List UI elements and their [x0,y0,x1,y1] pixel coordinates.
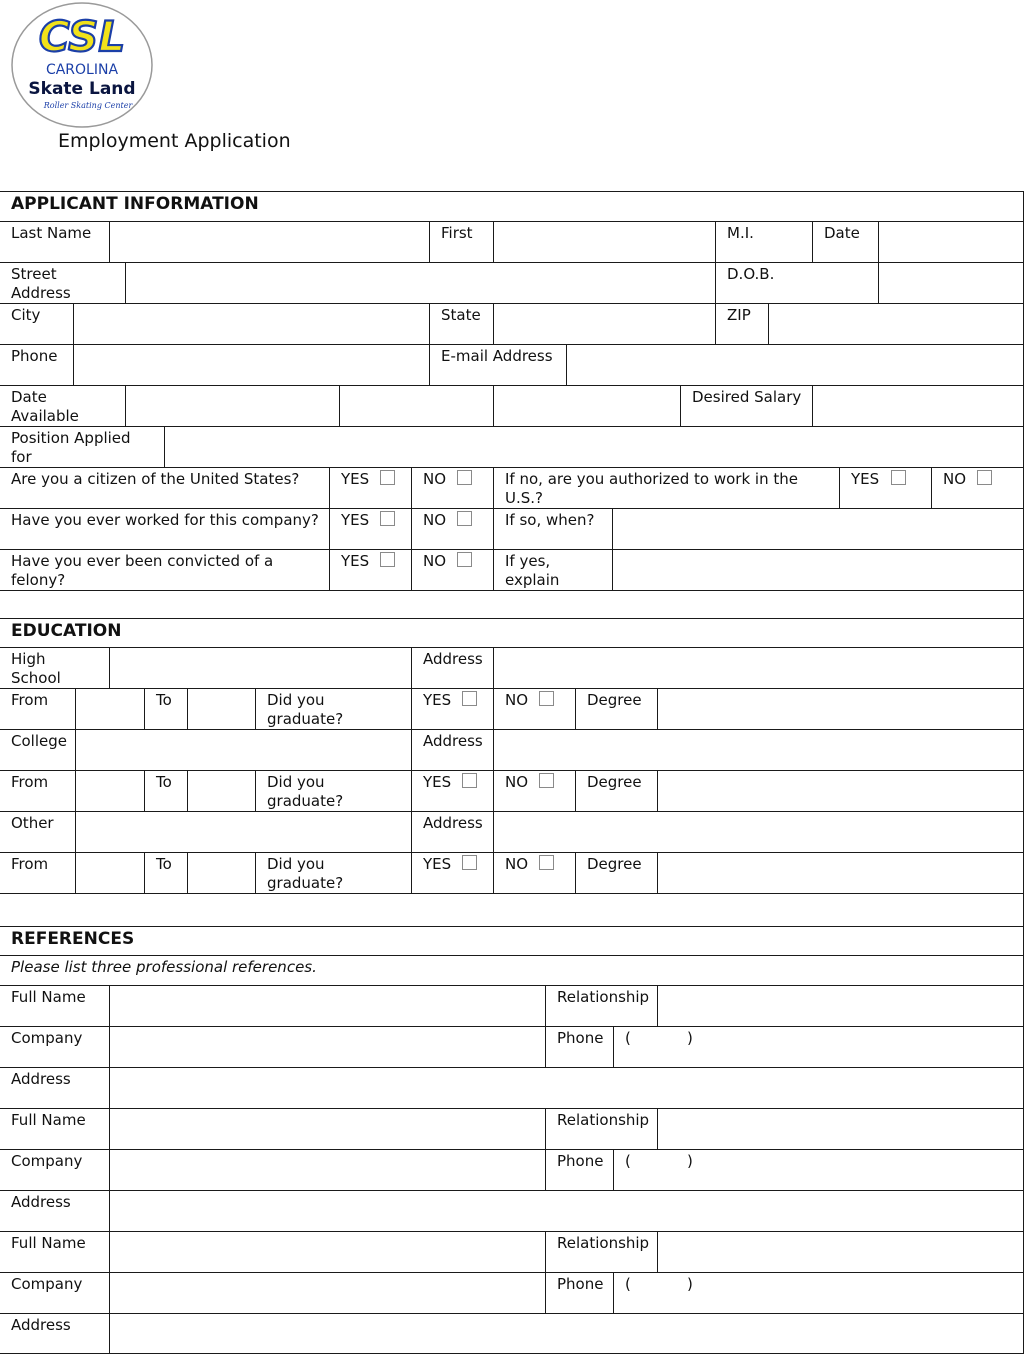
college-label: College [0,729,76,771]
state-field[interactable] [493,303,716,345]
other-address-field[interactable] [493,811,1024,853]
ref1-company-label: Company [0,1026,110,1068]
ref3-address-label: Address [0,1313,110,1354]
email-field[interactable] [566,344,1024,386]
citizen-no-checkbox[interactable] [457,470,472,485]
other-degree-label: Degree [575,852,658,894]
yes-label: YES [341,470,370,488]
other-graduate-yes[interactable] [411,852,494,894]
college-degree-label: Degree [575,770,658,812]
references-header: REFERENCES [0,926,1024,956]
ref2-address-field[interactable] [109,1190,1024,1232]
date-available-label: Date Available [0,385,126,427]
ref2-full-name-field[interactable] [109,1108,546,1150]
employment-application-form [0,192,1024,1354]
college-from-field[interactable] [75,770,145,812]
paren-close: ) [687,1029,693,1047]
other-to-label: To [144,852,188,894]
phone-label: Phone [0,344,74,386]
date-label: Date [812,221,879,263]
other-to-field[interactable] [187,852,256,894]
ref2-company-label: Company [0,1149,110,1191]
high-school-label: High School [0,647,110,689]
authorized-yes[interactable] [839,467,932,509]
paren-open: ( [625,1152,631,1170]
street-address-label: Street Address [0,262,126,304]
worked-when-label: If so, when? [493,508,613,550]
college-to-field[interactable] [187,770,256,812]
dob-field[interactable] [878,262,1024,304]
paren-open: ( [625,1029,631,1047]
worked-yes-checkbox[interactable] [380,511,395,526]
desired-salary-field[interactable] [812,385,1024,427]
worked-no-checkbox[interactable] [457,511,472,526]
ref1-relationship-label: Relationship [545,985,658,1027]
education-header: EDUCATION [0,618,1024,648]
date-available-field-1[interactable] [125,385,340,427]
other-school-field[interactable] [75,811,412,853]
no-label: NO [943,470,967,488]
city-field[interactable] [73,303,430,345]
spacer-row [0,590,1024,619]
date-available-field-2[interactable] [339,385,494,427]
hs-to-label: To [144,688,188,730]
no-label: NO [505,855,529,873]
hs-graduate-yes-checkbox[interactable] [462,691,477,706]
ref3-phone-label: Phone [545,1272,614,1314]
ref1-company-field[interactable] [109,1026,546,1068]
ref2-phone-field[interactable] [613,1149,1024,1191]
citizen-yes-checkbox[interactable] [380,470,395,485]
worked-before-question: Have you ever worked for this company? [0,508,330,550]
yes-label: YES [423,773,452,791]
no-label: NO [423,470,447,488]
other-address-label: Address [411,811,494,853]
other-from-label: From [0,852,76,894]
yes-label: YES [341,511,370,529]
dob-label: D.O.B. [715,262,879,304]
email-label: E-mail Address [429,344,567,386]
first-name-label: First [429,221,494,263]
ref1-relationship-field[interactable] [657,985,1024,1027]
hs-from-field[interactable] [75,688,145,730]
felony-yes-checkbox[interactable] [380,552,395,567]
other-from-field[interactable] [75,852,145,894]
felony-no[interactable] [411,549,494,591]
ref3-phone-field[interactable] [613,1272,1024,1314]
hs-from-label: From [0,688,76,730]
felony-explain-label: If yes, explain [493,549,613,591]
college-degree-field[interactable] [657,770,1024,812]
high-school-field[interactable] [109,647,412,689]
hs-graduate-yes[interactable] [411,688,494,730]
middle-initial-label: M.I. [715,221,813,263]
svg-text:Skate Land: Skate Land [28,79,136,99]
ref1-full-name-label: Full Name [0,985,110,1027]
other-graduate-no-checkbox[interactable] [539,855,554,870]
college-from-label: From [0,770,76,812]
other-school-label: Other [0,811,76,853]
applicant-info-header: APPLICANT INFORMATION [0,191,1024,222]
yes-label: YES [341,552,370,570]
college-field[interactable] [75,729,412,771]
zip-label: ZIP [715,303,769,345]
svg-text:CAROLINA: CAROLINA [45,62,119,78]
city-label: City [0,303,74,345]
worked-no[interactable] [411,508,494,550]
ref3-relationship-field[interactable] [657,1231,1024,1273]
citizen-no[interactable] [411,467,494,509]
citizen-question: Are you a citizen of the United States? [0,467,330,509]
ref1-address-label: Address [0,1067,110,1109]
document-title: Employment Application [58,130,291,152]
no-label: NO [505,773,529,791]
ref2-relationship-field[interactable] [657,1108,1024,1150]
hs-graduate-no[interactable] [493,688,576,730]
ref2-address-label: Address [0,1190,110,1232]
hs-degree-field[interactable] [657,688,1024,730]
ref3-relationship-label: Relationship [545,1231,658,1273]
citizen-yes[interactable] [329,467,412,509]
other-graduate-yes-checkbox[interactable] [462,855,477,870]
yes-label: YES [851,470,880,488]
ref1-full-name-field[interactable] [109,985,546,1027]
high-school-address-label: Address [411,647,494,689]
other-graduate-question: Did you graduate? [255,852,412,894]
felony-question: Have you ever been convicted of a felony? [0,549,330,591]
position-field[interactable] [164,426,1024,468]
zip-field[interactable] [768,303,1024,345]
other-graduate-no[interactable] [493,852,576,894]
authorized-yes-checkbox[interactable] [891,470,906,485]
worked-yes[interactable] [329,508,412,550]
ref3-company-label: Company [0,1272,110,1314]
paren-open: ( [625,1275,631,1293]
college-to-label: To [144,770,188,812]
authorized-no[interactable] [931,467,1024,509]
felony-yes[interactable] [329,549,412,591]
hs-graduate-no-checkbox[interactable] [539,691,554,706]
yes-label: YES [423,691,452,709]
other-degree-field[interactable] [657,852,1024,894]
paren-close: ) [687,1152,693,1170]
hs-degree-label: Degree [575,688,658,730]
phone-field[interactable] [73,344,430,386]
paren-close: ) [687,1275,693,1293]
college-graduate-question: Did you graduate? [255,770,412,812]
ref3-company-field[interactable] [109,1272,546,1314]
carolina-skate-land-logo [10,1,154,129]
high-school-address-field[interactable] [493,647,1024,689]
desired-salary-label: Desired Salary [680,385,813,427]
date-field[interactable] [878,221,1024,263]
spacer-row [0,893,1024,927]
ref3-full-name-field[interactable] [109,1231,546,1273]
authorized-question: If no, are you authorized to work in the U.S.? [493,467,840,509]
ref1-phone-field[interactable] [613,1026,1024,1068]
last-name-label: Last Name [0,221,110,263]
no-label: NO [423,511,447,529]
ref2-relationship-label: Relationship [545,1108,658,1150]
felony-explain-field[interactable] [612,549,1024,591]
first-name-field[interactable] [493,221,716,263]
worked-when-field[interactable] [612,508,1024,550]
college-graduate-yes[interactable] [411,770,494,812]
ref2-phone-label: Phone [545,1149,614,1191]
yes-label: YES [423,855,452,873]
college-graduate-yes-checkbox[interactable] [462,773,477,788]
felony-no-checkbox[interactable] [457,552,472,567]
no-label: NO [423,552,447,570]
position-label: Position Applied for [0,426,165,468]
college-graduate-no[interactable] [493,770,576,812]
state-label: State [429,303,494,345]
ref1-address-field[interactable] [109,1067,1024,1109]
hs-to-field[interactable] [187,688,256,730]
ref2-company-field[interactable] [109,1149,546,1191]
svg-text:Roller Skating Center: Roller Skating Center [43,101,133,110]
references-instructions: Please list three professional references. [0,955,1024,986]
college-graduate-no-checkbox[interactable] [539,773,554,788]
authorized-no-checkbox[interactable] [977,470,992,485]
street-address-field[interactable] [125,262,716,304]
hs-graduate-question: Did you graduate? [255,688,412,730]
ref1-phone-label: Phone [545,1026,614,1068]
svg-text:CSL: CSL [38,12,126,61]
no-label: NO [505,691,529,709]
date-available-field-3[interactable] [493,385,681,427]
college-address-label: Address [411,729,494,771]
college-address-field[interactable] [493,729,1024,771]
ref2-full-name-label: Full Name [0,1108,110,1150]
ref3-full-name-label: Full Name [0,1231,110,1273]
last-name-field[interactable] [109,221,430,263]
ref3-address-field[interactable] [109,1313,1024,1354]
